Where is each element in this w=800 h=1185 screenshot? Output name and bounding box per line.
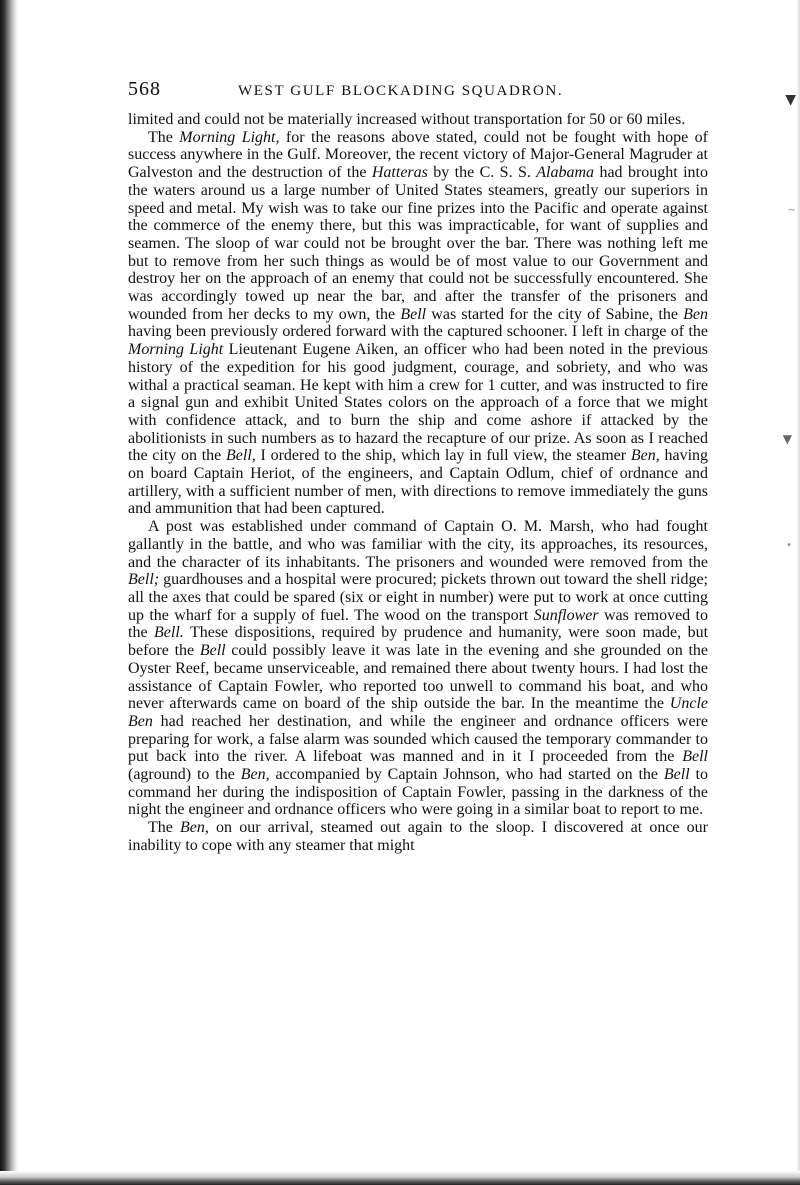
text-segment: (aground) to the	[128, 766, 241, 784]
margin-mark-icon: ▼	[782, 432, 792, 446]
italic-text: Bell	[199, 642, 226, 660]
text-segment: had reached her destination, and while the engineer and ordnance officers were preparing for work, a false alarm was sounded which caused the temporary commander to put back into the river. A lifeboat was manned and in it I proceeded from the	[128, 712, 708, 766]
text-segment: Lieutenant Eugene Aiken, an officer who had been noted in the previous history of the expedition for his good judgment, courage, and sobriety, and who was withal a practical seaman. He kept with him a crew for 1 cutter, and was instructed to fire a signal gun and exhibit United States colors on the approach of a force that we might with confidence attack, and to burn the ship and come ashore if attacked by the abolitionists in such numbers as to hazard the recapture of our prize. As soon as I reached the city on the	[128, 341, 708, 465]
margin-mark-icon: ~	[787, 205, 796, 216]
running-head	[128, 78, 708, 101]
italic-text: Bell.	[154, 624, 184, 642]
italic-text: Hatteras	[371, 164, 428, 182]
italic-text: Ben,	[630, 447, 660, 465]
italic-text: Ben,	[240, 766, 270, 784]
text-segment: having on board Captain Heriot, of the engineers, and Captain Odlum, chief of ordnance and artillery, with a sufficient number of men, with directions to remove immediately the guns and ammunition that had been captured.	[128, 447, 709, 518]
italic-text: Ben	[683, 305, 709, 323]
page-number: 568	[128, 78, 161, 100]
text-segment: had brought into the waters around us a large number of United States steamers, greatly our superiors in speed and metal. My wish was to take our fine prizes into the Pacific and operate against the commerce of the enemy there, but this was impracticable, for want of supplies and seamen. The sloop of war could not be brought over the bar. There was nothing left me but to remove from her such things as would be of most value to our Government and destroy her on the approach of an enemy that could not be successfully encountered. She was accordingly towed up near the bar, and after the transfer of the prisoners and wounded from her decks to my own, the	[128, 164, 709, 323]
text-segment: on our arrival, steamed out again to the sloop. I discovered at once our inability to cope with any steamer that might	[128, 819, 709, 854]
italic-text: Bell	[663, 766, 690, 784]
italic-text: Uncle Ben	[128, 695, 708, 730]
scan-edge-right	[796, 0, 800, 1185]
scan-edge-left	[0, 0, 18, 1185]
paragraph	[128, 819, 708, 854]
running-title: WEST GULF BLOCKADING SQUADRON.	[238, 83, 564, 99]
text-segment: limited and could not be materially increased without transportation for 50 or 60 miles.	[128, 111, 686, 128]
text-segment: The	[148, 128, 180, 146]
text-segment: could possibly leave it was late in the evening and she grounded on the Oyster Reef, became unserviceable, and remained there about twenty hours. I had lost the assistance of Captain Fowler, who reported too unwell to command his boat, and who never afterwards came on board of the ship outside the bar. In the meantime the	[128, 642, 709, 713]
paragraph	[128, 129, 708, 518]
text-segment: guardhouses and a hospital were procured; pickets thrown out toward the shell ridge; all the axes that could be spared (six or eight in number) were put to work at once cutting up the wharf for a supply of fuel. The wood on the transport	[128, 571, 708, 624]
italic-text: Bell	[682, 748, 708, 766]
italic-text: Ben,	[180, 819, 209, 837]
document-page	[128, 78, 708, 855]
text-segment: having been previously ordered forward with the captured schooner. I left in charge of the	[128, 323, 708, 341]
margin-mark-icon: ▼	[785, 92, 796, 108]
text-segment: was started for the city of Sabine, the	[426, 305, 684, 323]
italic-text: Alabama	[536, 164, 595, 182]
paragraph	[128, 111, 708, 129]
text-segment: A post was established under command of Captain O. M. Marsh, who had fought gallantly in the battle, and who was familiar with the city, its approaches, its resources, and the character of its inhabitants. The prisoners and wounded were removed from the	[128, 518, 708, 571]
italic-text: Sunflower	[533, 606, 599, 624]
text-segment: was removed to the	[128, 606, 708, 642]
italic-text: Morning Light	[128, 341, 224, 359]
text-segment: I ordered to the ship, which lay in full view, the steamer	[255, 447, 631, 465]
italic-text: Bell;	[128, 571, 160, 589]
paragraph	[128, 518, 708, 819]
text-segment: for the reasons above stated, could not be fought with hope of success anywhere in the Gulf. Moreover, the recent victory of Major-General Magruder at Galveston and the destruction of the	[128, 128, 709, 182]
italic-text: Morning Light,	[179, 128, 280, 146]
margin-mark-icon: •	[786, 540, 792, 551]
text-segment: The	[148, 819, 181, 837]
text-segment: These dispositions, required by prudence and humanity, were soon made, but before the	[128, 624, 709, 660]
text-segment: accompanied by Captain Johnson, who had started on the	[269, 766, 664, 784]
italic-text: Bell	[400, 305, 427, 323]
italic-text: Bell,	[226, 447, 256, 465]
text-segment: by the C. S. S.	[427, 164, 537, 182]
scan-edge-bottom	[0, 1171, 800, 1185]
text-segment: to command her during the indisposition of Captain Fowler, passing in the darkness of the night the engineer and ordnance officers who were going in a similar boat to report to me.	[128, 766, 708, 819]
